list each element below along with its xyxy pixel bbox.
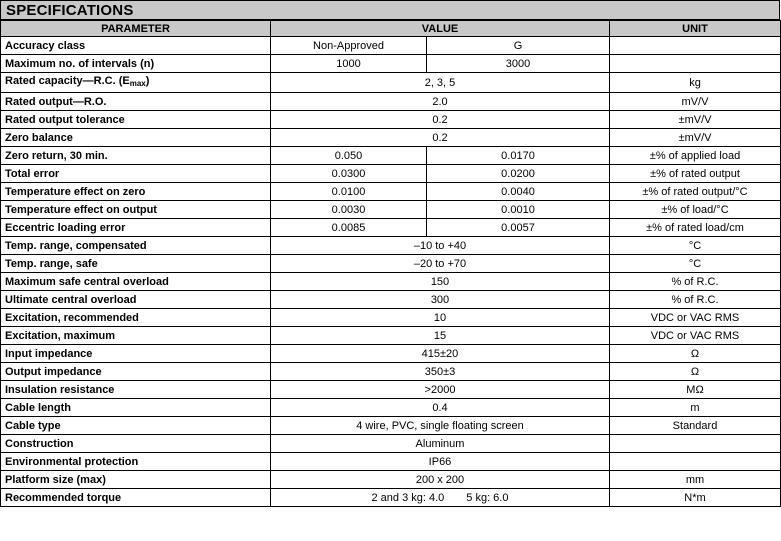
- header-value: VALUE: [271, 21, 610, 37]
- param-text-end: ): [145, 75, 150, 87]
- unit-cell: MΩ: [610, 381, 781, 399]
- spec-table: [0, 20, 781, 507]
- value-cell: 200 x 200: [271, 471, 610, 489]
- param-subscript: max: [129, 79, 146, 88]
- table-row: [1, 237, 781, 255]
- param-cell: Eccentric loading error: [1, 219, 271, 237]
- value-cell: Non-Approved: [271, 37, 427, 55]
- param-cell: Ultimate central overload: [1, 291, 271, 309]
- param-cell: [1, 73, 271, 93]
- table-row: [1, 489, 781, 507]
- value-cell: 0.050: [271, 147, 427, 165]
- unit-cell: [610, 37, 781, 55]
- table-row: [1, 201, 781, 219]
- table-row: [1, 37, 781, 55]
- value-cell: G: [427, 37, 610, 55]
- value-cell: 0.2: [271, 111, 610, 129]
- unit-cell: VDC or VAC RMS: [610, 327, 781, 345]
- value-cell: –20 to +70: [271, 255, 610, 273]
- value-cell: 4 wire, PVC, single floating screen: [271, 417, 610, 435]
- unit-cell: °C: [610, 237, 781, 255]
- torque-value-b: 5 kg: 6.0: [466, 491, 509, 504]
- value-cell: 0.0010: [427, 201, 610, 219]
- param-cell: Cable length: [1, 399, 271, 417]
- param-cell: Zero return, 30 min.: [1, 147, 271, 165]
- table-row: [1, 165, 781, 183]
- param-cell: Temp. range, safe: [1, 255, 271, 273]
- unit-cell: mm: [610, 471, 781, 489]
- value-cell: 15: [271, 327, 610, 345]
- value-cell: 0.0170: [427, 147, 610, 165]
- unit-cell: VDC or VAC RMS: [610, 309, 781, 327]
- param-cell: Output impedance: [1, 363, 271, 381]
- param-cell: Insulation resistance: [1, 381, 271, 399]
- unit-cell: Standard: [610, 417, 781, 435]
- table-row: [1, 399, 781, 417]
- unit-cell: [610, 435, 781, 453]
- value-cell: 0.2: [271, 129, 610, 147]
- param-cell: Construction: [1, 435, 271, 453]
- param-cell: Cable type: [1, 417, 271, 435]
- value-cell: [271, 489, 610, 507]
- param-cell: Recommended torque: [1, 489, 271, 507]
- unit-cell: % of R.C.: [610, 291, 781, 309]
- unit-cell: m: [610, 399, 781, 417]
- unit-cell: ±mV/V: [610, 111, 781, 129]
- table-row: [1, 363, 781, 381]
- value-cell: 350±3: [271, 363, 610, 381]
- value-cell: Aluminum: [271, 435, 610, 453]
- value-cell: 150: [271, 273, 610, 291]
- table-row: [1, 183, 781, 201]
- param-cell: Temp. range, compensated: [1, 237, 271, 255]
- param-cell: Total error: [1, 165, 271, 183]
- unit-cell: ±% of applied load: [610, 147, 781, 165]
- value-cell: 0.0030: [271, 201, 427, 219]
- value-cell: 10: [271, 309, 610, 327]
- table-row: [1, 309, 781, 327]
- value-cell: 0.0057: [427, 219, 610, 237]
- table-row: [1, 471, 781, 489]
- table-row: [1, 147, 781, 165]
- table-row: [1, 435, 781, 453]
- unit-cell: °C: [610, 255, 781, 273]
- spec-body: [1, 37, 781, 507]
- unit-cell: ±% of rated load/cm: [610, 219, 781, 237]
- unit-cell: [610, 55, 781, 73]
- page-title: SPECIFICATIONS: [0, 0, 780, 20]
- param-cell: Excitation, recommended: [1, 309, 271, 327]
- torque-value-a: 2 and 3 kg: 4.0: [371, 491, 445, 504]
- header-row: [1, 21, 781, 37]
- table-row: [1, 55, 781, 73]
- value-cell: IP66: [271, 453, 610, 471]
- header-unit: UNIT: [610, 21, 781, 37]
- param-cell: Rated output—R.O.: [1, 93, 271, 111]
- param-cell: Input impedance: [1, 345, 271, 363]
- param-cell: Temperature effect on output: [1, 201, 271, 219]
- value-cell: 0.0040: [427, 183, 610, 201]
- value-cell: 300: [271, 291, 610, 309]
- table-row: [1, 93, 781, 111]
- value-cell: 1000: [271, 55, 427, 73]
- header-parameter: PARAMETER: [1, 21, 271, 37]
- table-row: [1, 219, 781, 237]
- unit-cell: ±% of rated output: [610, 165, 781, 183]
- param-text: Rated capacity—R.C. (E: [5, 75, 130, 87]
- value-cell: 3000: [427, 55, 610, 73]
- value-cell: 0.4: [271, 399, 610, 417]
- param-cell: Rated output tolerance: [1, 111, 271, 129]
- value-cell: 0.0300: [271, 165, 427, 183]
- unit-cell: [610, 453, 781, 471]
- unit-cell: ±% of rated output/°C: [610, 183, 781, 201]
- value-cell: 2, 3, 5: [271, 73, 610, 93]
- unit-cell: % of R.C.: [610, 273, 781, 291]
- param-cell: Temperature effect on zero: [1, 183, 271, 201]
- unit-cell: ±% of load/°C: [610, 201, 781, 219]
- value-cell: >2000: [271, 381, 610, 399]
- unit-cell: mV/V: [610, 93, 781, 111]
- value-cell: 415±20: [271, 345, 610, 363]
- table-row: [1, 453, 781, 471]
- param-cell: Maximum safe central overload: [1, 273, 271, 291]
- param-cell: Maximum no. of intervals (n): [1, 55, 271, 73]
- table-row: [1, 255, 781, 273]
- unit-cell: Ω: [610, 363, 781, 381]
- param-cell: Accuracy class: [1, 37, 271, 55]
- table-row: [1, 381, 781, 399]
- table-row: [1, 73, 781, 93]
- value-cell: 0.0085: [271, 219, 427, 237]
- param-cell: Environmental protection: [1, 453, 271, 471]
- unit-cell: ±mV/V: [610, 129, 781, 147]
- table-row: [1, 327, 781, 345]
- table-row: [1, 273, 781, 291]
- unit-cell: kg: [610, 73, 781, 93]
- table-row: [1, 291, 781, 309]
- table-row: [1, 417, 781, 435]
- param-cell: Excitation, maximum: [1, 327, 271, 345]
- param-cell: Zero balance: [1, 129, 271, 147]
- unit-cell: Ω: [610, 345, 781, 363]
- value-cell: 0.0200: [427, 165, 610, 183]
- value-cell: –10 to +40: [271, 237, 610, 255]
- value-cell: 2.0: [271, 93, 610, 111]
- value-cell: 0.0100: [271, 183, 427, 201]
- table-row: [1, 111, 781, 129]
- param-cell: Platform size (max): [1, 471, 271, 489]
- table-row: [1, 345, 781, 363]
- unit-cell: N*m: [610, 489, 781, 507]
- table-row: [1, 129, 781, 147]
